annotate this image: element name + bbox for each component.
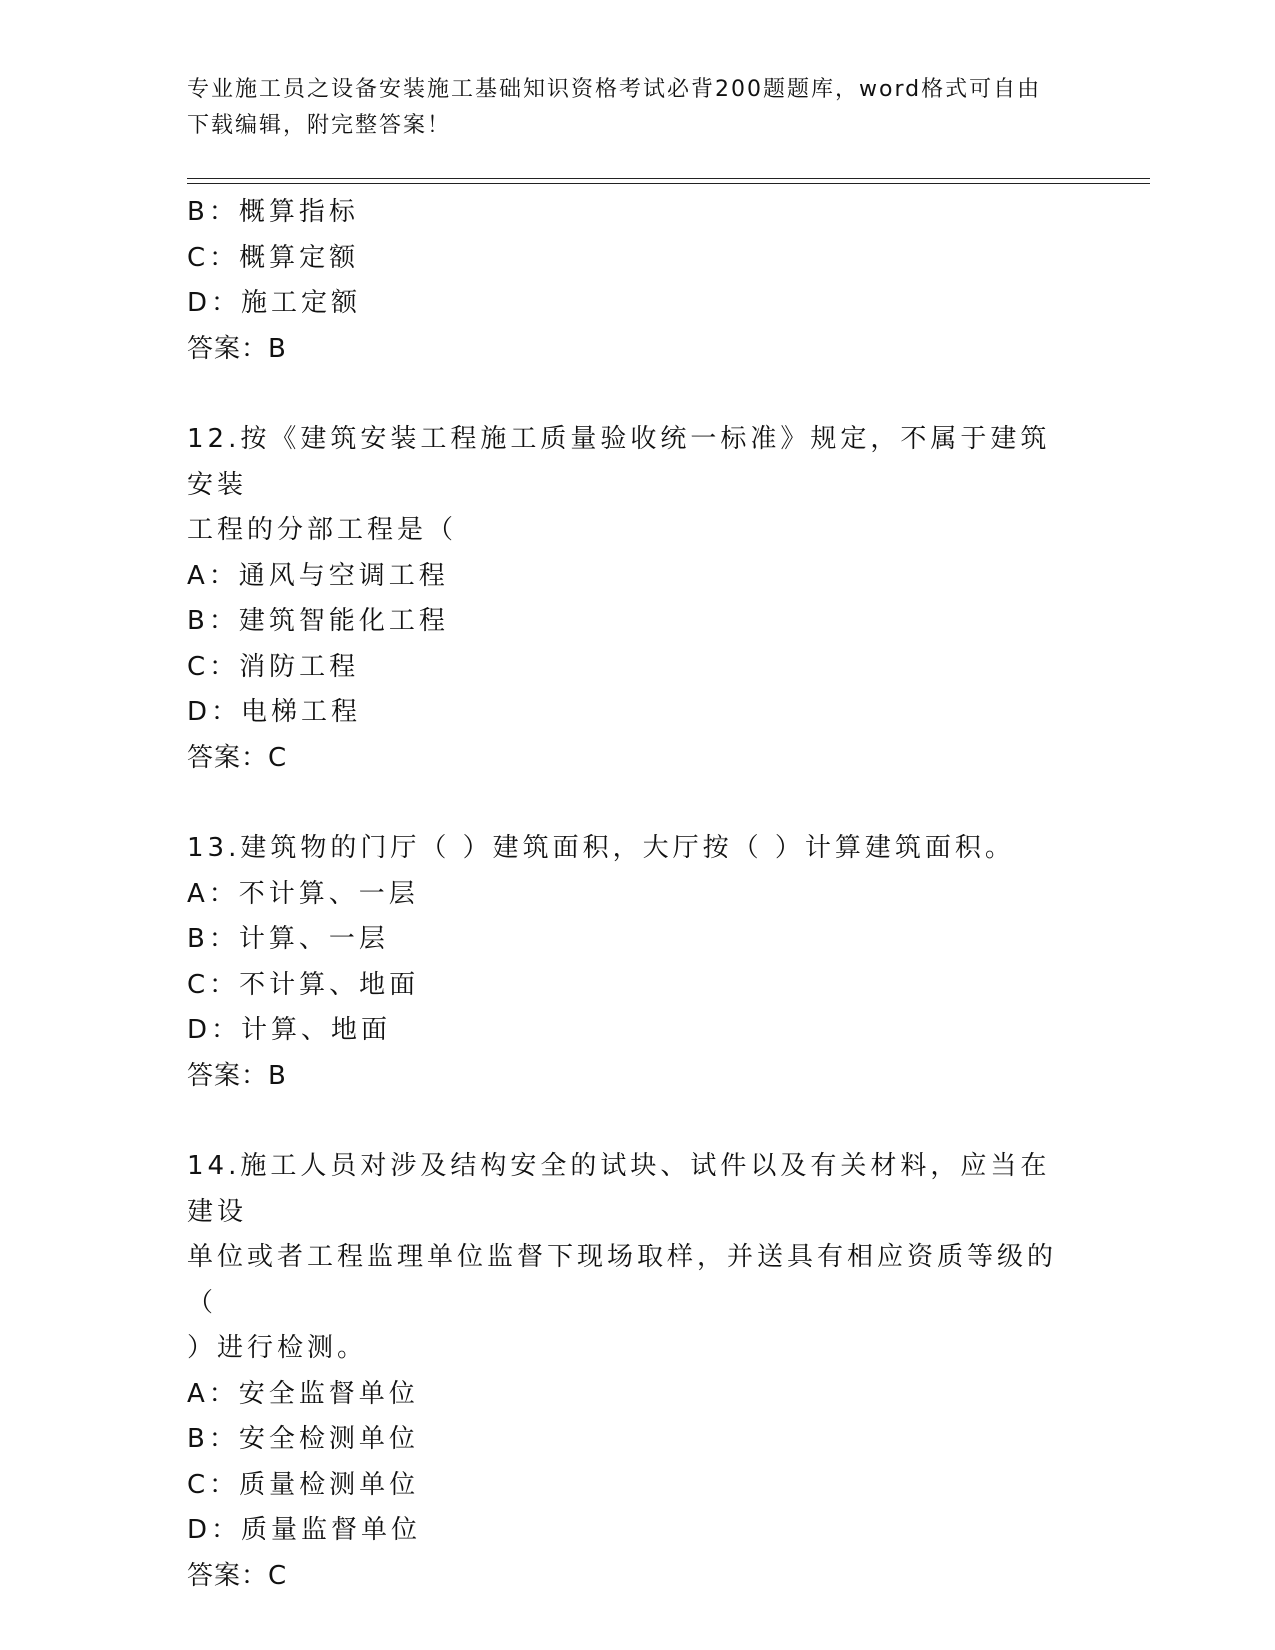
- question-13: [187, 826, 1087, 1099]
- question-spacer: [187, 372, 1087, 417]
- question-text-line: 工程的分部工程是（: [187, 515, 458, 545]
- question-text-line: 12.按《建筑安装工程施工质量验收统一标准》规定，不属于建筑安装: [187, 424, 1051, 500]
- header-divider-bottom: [187, 183, 1150, 184]
- option-c: C：质量检测单位: [187, 1469, 420, 1500]
- option-c: C：概算定额: [187, 242, 360, 273]
- option-a: A：安全监督单位: [187, 1378, 419, 1409]
- question-spacer: [187, 781, 1087, 826]
- header-divider-top: [187, 178, 1150, 179]
- option-d: D：施工定额: [187, 288, 362, 318]
- option-c: C：不计算、地面: [187, 969, 420, 1000]
- answer-line: 答案：B: [187, 1060, 287, 1091]
- option-a: A：通风与空调工程: [187, 560, 449, 591]
- question-text-line: 14.施工人员对涉及结构安全的试块、试件以及有关材料，应当在建设: [187, 1151, 1051, 1227]
- option-b: B：计算、一层: [187, 924, 389, 954]
- option-b: B：建筑智能化工程: [187, 606, 449, 636]
- question-text-line: ）进行检测。: [187, 1333, 368, 1363]
- option-a: A：不计算、一层: [187, 878, 419, 909]
- option-b: B：安全检测单位: [187, 1424, 419, 1454]
- option-d: D：质量监督单位: [187, 1515, 422, 1545]
- header-line-1: 专业施工员之设备安装施工基础知识资格考试必背200题题库，word格式可自由: [187, 77, 1042, 102]
- document-body: [187, 190, 1087, 1599]
- option-b: B：概算指标: [187, 197, 359, 227]
- document-header: [187, 72, 1067, 144]
- question-11-continued: [187, 190, 1087, 372]
- option-d: D：电梯工程: [187, 697, 362, 727]
- question-spacer: [187, 1099, 1087, 1144]
- question-14: [187, 1144, 1087, 1599]
- option-c: C：消防工程: [187, 651, 360, 682]
- answer-line: 答案：B: [187, 333, 287, 364]
- question-text-line: 13.建筑物的门厅（ ）建筑面积，大厅按（ ）计算建筑面积。: [187, 833, 1015, 863]
- answer-line: 答案：C: [187, 742, 288, 773]
- option-d: D：计算、地面: [187, 1015, 392, 1045]
- answer-line: 答案：C: [187, 1560, 288, 1591]
- header-line-2: 下载编辑，附完整答案！: [187, 113, 452, 138]
- question-text-line: 单位或者工程监理单位监督下现场取样，并送具有相应资质等级的（: [187, 1242, 1058, 1318]
- question-12: [187, 417, 1087, 781]
